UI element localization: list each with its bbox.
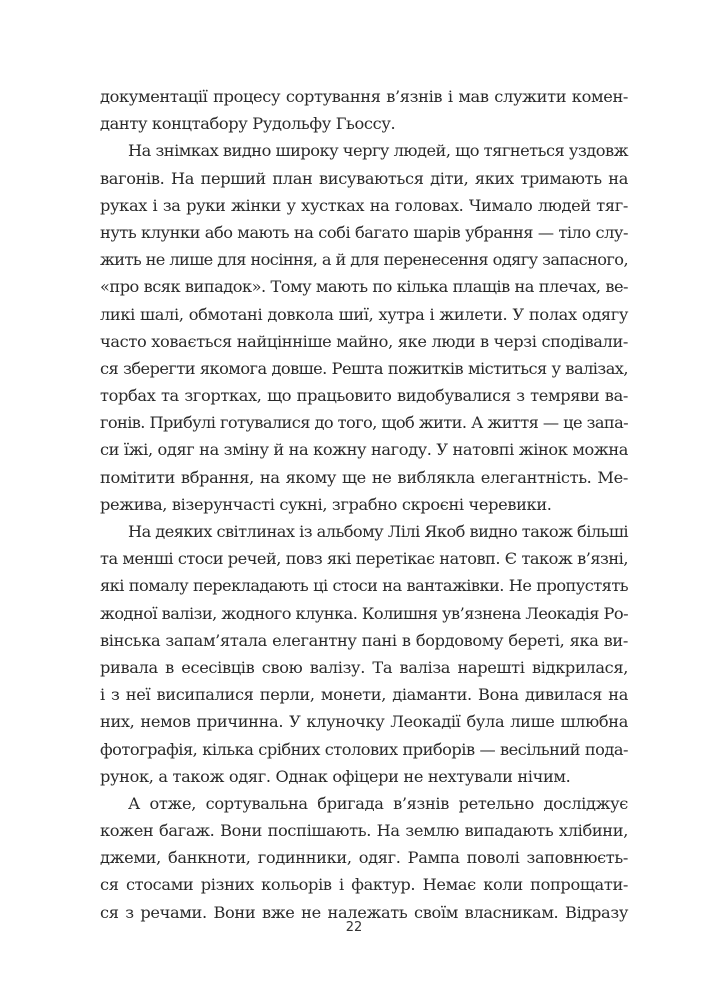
paragraph [100, 83, 628, 137]
text-line: рунок, а також одяг. Однак офіцери не нехтували нічим. [100, 766, 571, 786]
page-number: 22 [345, 920, 363, 935]
text-line: документації процесу сортування в’язнів і мав служити комен- [100, 87, 628, 106]
text-line: фотографія, кілька срібних столових приборів — весільний пода- [100, 739, 628, 759]
text-line: які помалу перекладають ці стоси на вантажівки. Не пропустять [100, 576, 628, 596]
text-line: і з неї висипалися перли, монети, діаманти. Вона дивилася на [100, 685, 628, 705]
text-line: них, немов причинна. У клуночку Леокадії була лише шлюбна [100, 712, 628, 732]
text-line: А отже, сортувальна бригада в’язнів ретельно досліджує [128, 793, 628, 813]
text-line: часто ховається найцінніше майно, яке люди в черзі сподівали- [100, 331, 628, 351]
text-line: На деяких світлинах із альбому Лілі Якоб видно також більші [128, 522, 628, 541]
text-line: си їжі, одяг на зміну й на кожну нагоду. У натовпі жінок можна [100, 440, 628, 460]
text-line: данту концтабору Рудольфу Гьоссу. [100, 114, 396, 134]
text-line: ся зберегти якомога довше. Решта пожитків міститься у валізах, [100, 358, 628, 378]
text-line: ся з речами. Вони вже не належать своїм власникам. Відразу [100, 902, 628, 922]
text-line: джеми, банкноти, годинники, одяг. Рампа поволі заповнюєть- [100, 848, 628, 868]
text-line: руках і за руки жінки у хустках на головах. Чимало людей тяг- [100, 195, 628, 215]
text-line: та менші стоси речей, повз які перетікає натовп. Є також в’язні, [100, 549, 628, 569]
text-line: режива, візерунчасті сукні, зграбно скроєні черевики. [100, 494, 552, 514]
text-line: помітити вбрання, на якому ще не виблякла елегантність. Ме- [100, 467, 628, 487]
body-text [100, 83, 628, 926]
paragraph [100, 790, 628, 926]
text-line: вагонів. На перший план висуваються діти, яких тримають на [100, 168, 628, 188]
text-line: «про всяк випадок». Тому мають по кілька плащів на плечах, ве- [100, 277, 628, 297]
text-line: жодної валізи, жодного клунка. Колишня ув’язнена Леокадія Ро- [100, 603, 628, 623]
paragraph [100, 137, 628, 518]
text-line: кожен багаж. Вони поспішають. На землю випадають хлібини, [100, 821, 628, 841]
text-line: ликі шалі, обмотані довкола шиї, хутра і жилети. У полах одягу [100, 304, 628, 324]
text-line: гонів. Прибулі готувалися до того, щоб жити. А життя — це запа- [100, 413, 628, 433]
text-line: вінська запам’ятала елегантну пані в бордовому береті, яка ви- [100, 630, 628, 650]
text-line: нуть клунки або мають на собі багато шарів убрання — тіло слу- [100, 222, 628, 242]
text-line: На знімках видно широку чергу людей, що тягнеться уздовж [128, 141, 628, 161]
text-line: ривала в есесівців свою валізу. Та валіза нарешті відкрилася, [100, 657, 628, 677]
text-line: жить не лише для носіння, а й для перенесення одягу запасного, [100, 250, 628, 270]
text-line: торбах та згортках, що працьовито видобувалися з темряви ва- [100, 386, 628, 406]
text-line: ся стосами різних кольорів і фактур. Немає коли попрощати- [100, 875, 628, 895]
paragraph [100, 518, 628, 790]
